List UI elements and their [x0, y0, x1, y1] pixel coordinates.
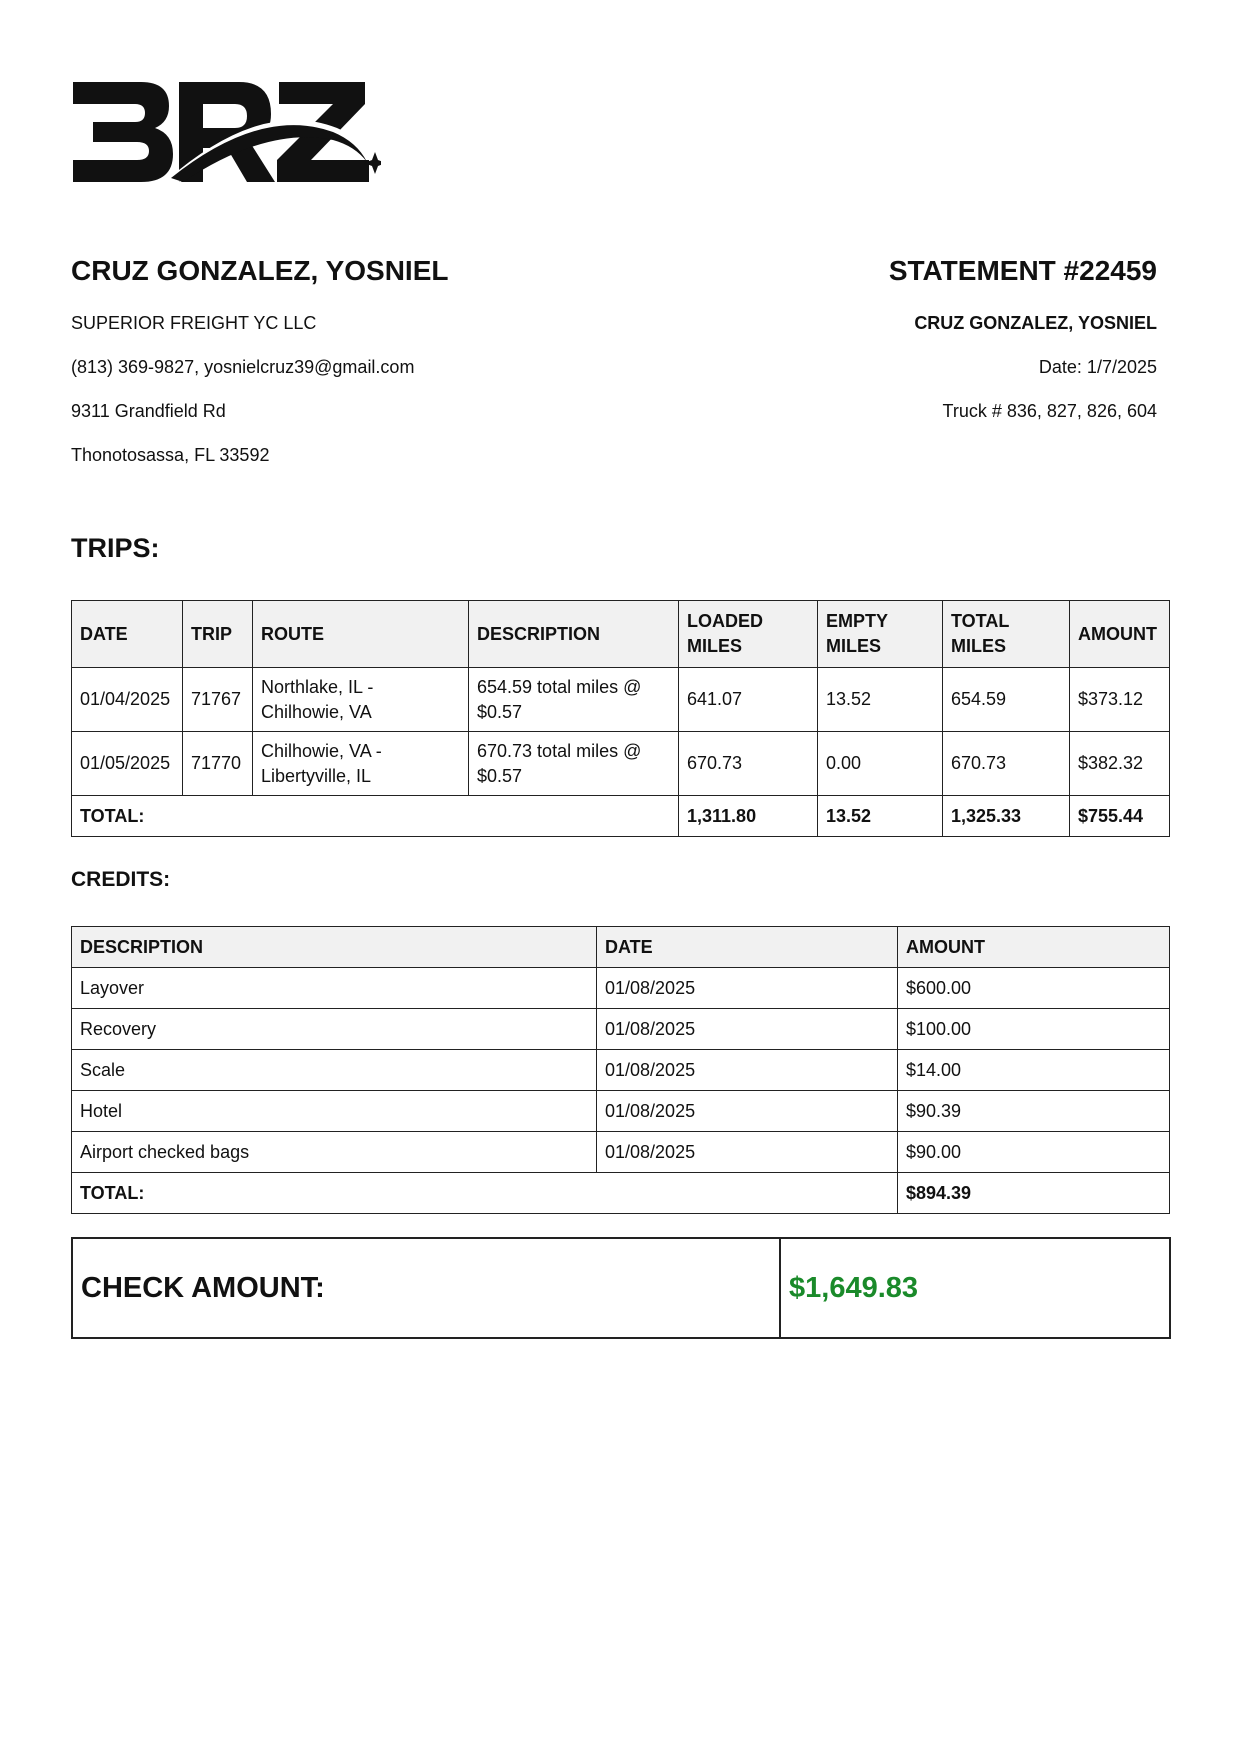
table-row [72, 1091, 1170, 1132]
trip-number: 71767 [183, 668, 253, 732]
column-header: ROUTE [253, 601, 469, 668]
check-amount-value: $1,649.83 [780, 1238, 1170, 1338]
credits-header-row [72, 927, 1170, 968]
trips-header-row [72, 601, 1170, 668]
table-row [72, 732, 1170, 796]
credits-total-row [72, 1173, 1170, 1214]
credit-date: 01/08/2025 [597, 1050, 898, 1091]
credit-amount: $90.39 [898, 1091, 1170, 1132]
credit-description: Scale [72, 1050, 597, 1091]
column-header: DESCRIPTION [469, 601, 679, 668]
driver-address-line2: Thonotosassa, FL 33592 [71, 445, 270, 465]
column-header: EMPTY MILES [818, 601, 943, 668]
trips-total-row [72, 796, 1170, 837]
credit-description: Airport checked bags [72, 1132, 597, 1173]
statement-driver-name: CRUZ GONZALEZ, YOSNIEL [914, 313, 1157, 333]
check-amount-row [72, 1238, 1170, 1338]
trip-total-miles: 670.73 [943, 732, 1070, 796]
trip-amount: $373.12 [1070, 668, 1170, 732]
trip-route: Northlake, IL - Chilhowie, VA [253, 668, 469, 732]
trip-amount: $382.32 [1070, 732, 1170, 796]
table-row [72, 1009, 1170, 1050]
table-row [72, 968, 1170, 1009]
statement-date: Date: 1/7/2025 [1038, 357, 1157, 377]
credit-date: 01/08/2025 [597, 1132, 898, 1173]
credit-amount: $600.00 [898, 968, 1170, 1009]
truck-numbers: Truck # 836, 827, 826, 604 [942, 401, 1157, 421]
column-header: DATE [597, 927, 898, 968]
column-header: TRIP [183, 601, 253, 668]
check-amount-box [71, 1237, 1171, 1339]
trip-description: 670.73 total miles @ $0.57 [469, 732, 679, 796]
credit-date: 01/08/2025 [597, 1091, 898, 1132]
trip-loaded-miles: 670.73 [679, 732, 818, 796]
credit-amount: $100.00 [898, 1009, 1170, 1050]
credit-date: 01/08/2025 [597, 968, 898, 1009]
credits-total-label: TOTAL: [72, 1173, 898, 1214]
trips-total-amount: $755.44 [1070, 796, 1170, 837]
column-header: DATE [72, 601, 183, 668]
driver-company: SUPERIOR FREIGHT YC LLC [71, 313, 317, 333]
statement-info [557, 250, 1157, 421]
credit-description: Hotel [72, 1091, 597, 1132]
table-row [72, 1132, 1170, 1173]
trip-date: 01/04/2025 [72, 668, 183, 732]
trip-route: Chilhowie, VA - Libertyville, IL [253, 732, 469, 796]
column-header: TOTAL MILES [943, 601, 1070, 668]
trips-title: TRIPS: [71, 533, 160, 563]
credit-date: 01/08/2025 [597, 1009, 898, 1050]
brz-logo [71, 78, 381, 190]
column-header: DESCRIPTION [72, 927, 597, 968]
table-row [72, 668, 1170, 732]
trips-total-miles: 1,325.33 [943, 796, 1070, 837]
trip-empty-miles: 13.52 [818, 668, 943, 732]
credit-description: Layover [72, 968, 597, 1009]
driver-name: CRUZ GONZALEZ, YOSNIEL [71, 255, 449, 286]
statement-number: STATEMENT #22459 [888, 255, 1157, 286]
trip-total-miles: 654.59 [943, 668, 1070, 732]
driver-contact: (813) 369-9827, yosnielcruz39@gmail.com [71, 357, 415, 377]
trip-number: 71770 [183, 732, 253, 796]
check-amount-label: CHECK AMOUNT: [72, 1238, 780, 1338]
credit-amount: $14.00 [898, 1050, 1170, 1091]
credit-description: Recovery [72, 1009, 597, 1050]
trips-total-loaded: 1,311.80 [679, 796, 818, 837]
credits-title: CREDITS: [71, 868, 171, 891]
driver-address-line1: 9311 Grandfield Rd [71, 401, 226, 421]
trips-total-label: TOTAL: [72, 796, 679, 837]
credit-amount: $90.00 [898, 1132, 1170, 1173]
trip-loaded-miles: 641.07 [679, 668, 818, 732]
column-header: LOADED MILES [679, 601, 818, 668]
column-header: AMOUNT [1070, 601, 1170, 668]
trip-description: 654.59 total miles @ $0.57 [469, 668, 679, 732]
credits-table [71, 926, 1170, 1214]
column-header: AMOUNT [898, 927, 1170, 968]
trip-date: 01/05/2025 [72, 732, 183, 796]
trip-empty-miles: 0.00 [818, 732, 943, 796]
trips-total-empty: 13.52 [818, 796, 943, 837]
table-row [72, 1050, 1170, 1091]
trips-table [71, 600, 1170, 837]
credits-total-amount: $894.39 [898, 1173, 1170, 1214]
